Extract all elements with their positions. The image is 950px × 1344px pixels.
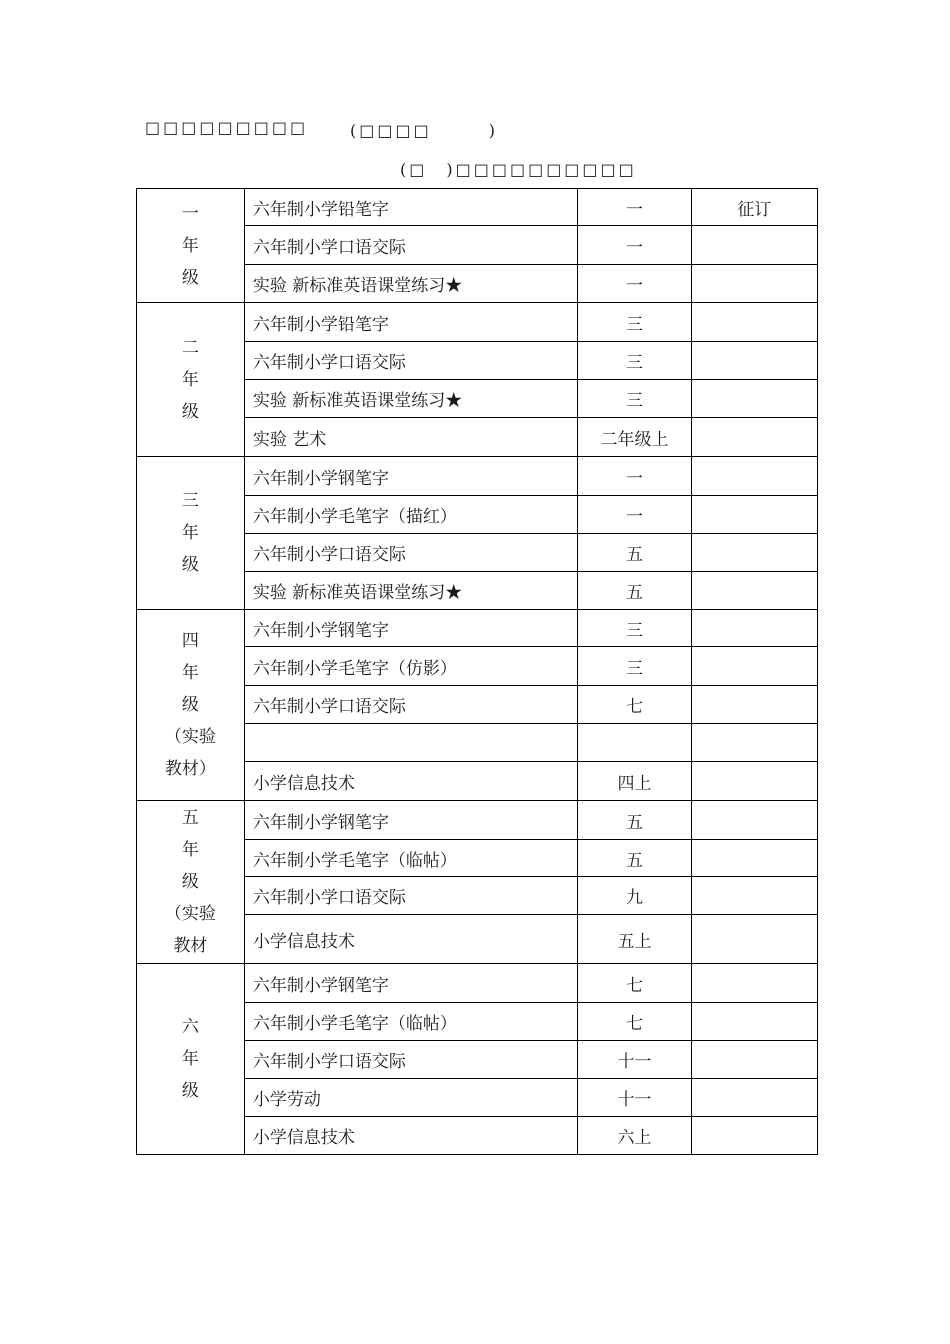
table-row xyxy=(137,964,818,1003)
section-title: (□ )□□□□□□□□□□ xyxy=(400,160,637,179)
order-note xyxy=(691,724,817,762)
order-note xyxy=(691,1003,817,1041)
table-row xyxy=(137,610,818,647)
header-title: □□□□□□□□□ xyxy=(145,118,309,137)
order-note xyxy=(691,1041,817,1079)
order-note: 征订 xyxy=(691,189,817,226)
book-name: 小学信息技术 xyxy=(244,1117,577,1155)
book-name: 六年制小学毛笔字（临帖） xyxy=(244,1003,577,1041)
order-note xyxy=(691,342,817,380)
textbook-order-table xyxy=(136,188,818,1155)
book-volume: 三 xyxy=(578,380,691,418)
grade-label-line: 三 xyxy=(181,491,199,511)
book-volume: 十一 xyxy=(578,1079,691,1117)
book-volume: 一 xyxy=(578,265,691,303)
book-volume: 七 xyxy=(578,1003,691,1041)
order-note xyxy=(691,265,817,303)
table-row xyxy=(137,189,818,226)
book-volume: 一 xyxy=(578,189,691,226)
book-name: 六年制小学钢笔字 xyxy=(244,457,577,496)
book-volume: 九 xyxy=(578,877,691,915)
book-name: 六年制小学钢笔字 xyxy=(244,801,577,840)
order-note xyxy=(691,303,817,342)
order-note xyxy=(691,801,817,840)
book-name: 六年制小学口语交际 xyxy=(244,686,577,724)
order-note xyxy=(691,572,817,610)
book-volume: 二年级上 xyxy=(578,418,691,457)
order-note xyxy=(691,762,817,801)
grade-label-line: 年 xyxy=(181,663,199,683)
order-note xyxy=(691,686,817,724)
book-name: 六年制小学口语交际 xyxy=(244,1041,577,1079)
book-name xyxy=(244,724,577,762)
table-row xyxy=(137,303,818,342)
book-volume: 五 xyxy=(578,840,691,877)
book-volume: 七 xyxy=(578,686,691,724)
grade-label-line: 教材） xyxy=(164,759,216,779)
grade-label-line: 年 xyxy=(181,840,199,860)
book-name: 六年制小学毛笔字（临帖） xyxy=(244,840,577,877)
book-name: 六年制小学铅笔字 xyxy=(244,303,577,342)
book-name: 实验 新标准英语课堂练习★ xyxy=(244,265,577,303)
grade-label xyxy=(137,189,245,303)
grade-label-line: 教材 xyxy=(173,936,208,956)
order-note xyxy=(691,877,817,915)
order-note xyxy=(691,457,817,496)
book-volume: 三 xyxy=(578,647,691,686)
book-name: 六年制小学口语交际 xyxy=(244,226,577,265)
book-name: 六年制小学钢笔字 xyxy=(244,610,577,647)
grade-label-line: 四 xyxy=(181,631,199,651)
grade-label-line: 级 xyxy=(181,555,199,575)
table-row xyxy=(137,801,818,840)
grade-label-line: 级 xyxy=(181,401,199,422)
book-name: 实验 新标准英语课堂练习★ xyxy=(244,380,577,418)
order-note xyxy=(691,964,817,1003)
book-name: 六年制小学毛笔字（仿影） xyxy=(244,647,577,686)
grade-label xyxy=(137,303,245,457)
grade-label-line: （实验 xyxy=(164,727,216,747)
grade-label-line: （实验 xyxy=(164,904,216,924)
grade-label-line: 年 xyxy=(181,523,199,543)
order-note xyxy=(691,1117,817,1155)
book-name: 六年制小学铅笔字 xyxy=(244,189,577,226)
grade-label xyxy=(137,964,245,1155)
book-volume: 三 xyxy=(578,610,691,647)
order-note xyxy=(691,418,817,457)
book-name: 实验 新标准英语课堂练习★ xyxy=(244,572,577,610)
order-note xyxy=(691,610,817,647)
order-note xyxy=(691,1079,817,1117)
book-name: 六年制小学口语交际 xyxy=(244,877,577,915)
book-volume: 一 xyxy=(578,457,691,496)
grade-label-line: 二 xyxy=(181,337,199,358)
order-note xyxy=(691,915,817,964)
book-name: 小学信息技术 xyxy=(244,762,577,801)
book-name: 六年制小学毛笔字（描红） xyxy=(244,496,577,534)
grade-label-line: 年 xyxy=(181,1049,199,1069)
book-volume: 四上 xyxy=(578,762,691,801)
grade-label-line: 六 xyxy=(181,1017,199,1037)
book-volume: 十一 xyxy=(578,1041,691,1079)
book-volume: 三 xyxy=(578,303,691,342)
book-volume: 一 xyxy=(578,496,691,534)
grade-label-line: 级 xyxy=(181,695,199,715)
grade-label-line: 五 xyxy=(181,808,199,828)
grade-label xyxy=(137,457,245,610)
order-note xyxy=(691,496,817,534)
order-note xyxy=(691,534,817,572)
grade-label xyxy=(137,610,245,801)
grade-label-line: 一 xyxy=(181,203,199,224)
grade-label-line: 级 xyxy=(181,1081,199,1101)
book-volume: 五 xyxy=(578,801,691,840)
grade-label-line: 年 xyxy=(181,369,199,390)
header-note: (□□□□ ) xyxy=(350,121,498,140)
order-note xyxy=(691,840,817,877)
grade-label-line: 年 xyxy=(181,235,199,256)
book-volume: 六上 xyxy=(578,1117,691,1155)
book-name: 小学劳动 xyxy=(244,1079,577,1117)
grade-label-line: 级 xyxy=(181,267,199,288)
book-name: 六年制小学钢笔字 xyxy=(244,964,577,1003)
book-name: 六年制小学口语交际 xyxy=(244,342,577,380)
order-note xyxy=(691,226,817,265)
grade-label xyxy=(137,801,245,964)
book-volume: 五上 xyxy=(578,915,691,964)
book-name: 六年制小学口语交际 xyxy=(244,534,577,572)
book-volume: 三 xyxy=(578,342,691,380)
book-volume: 一 xyxy=(578,226,691,265)
grade-label-line: 级 xyxy=(181,872,199,892)
book-volume xyxy=(578,724,691,762)
order-note xyxy=(691,380,817,418)
book-volume: 五 xyxy=(578,534,691,572)
book-name: 小学信息技术 xyxy=(244,915,577,964)
book-volume: 七 xyxy=(578,964,691,1003)
book-name: 实验 艺术 xyxy=(244,418,577,457)
order-note xyxy=(691,647,817,686)
book-volume: 五 xyxy=(578,572,691,610)
table-row xyxy=(137,457,818,496)
